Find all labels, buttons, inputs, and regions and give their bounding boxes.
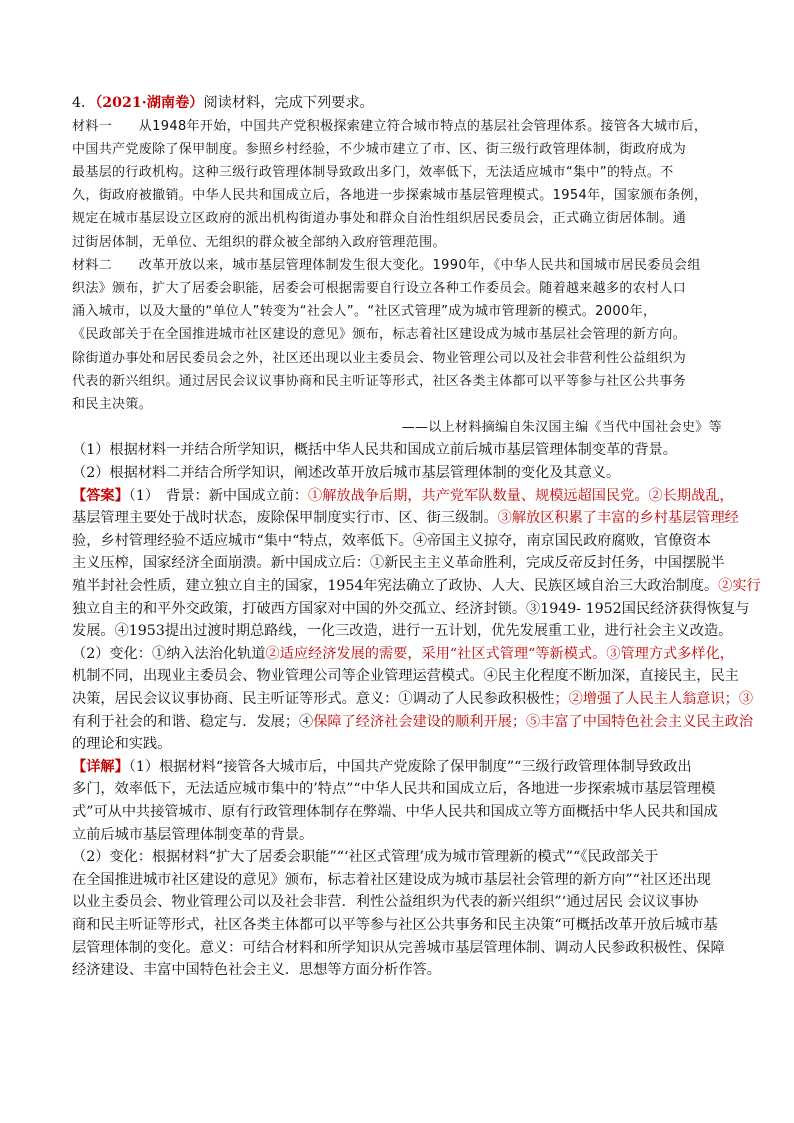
- answer-text: 发展。④1953提出过渡时期总路线，一化三改造，进行一五计划，优先发展重工业，进行社会主义改造。: [72, 623, 733, 640]
- detail-line: 式”可从中共接管城市、原有行政管理体制存在弊端、中华人民共和国成立等方面概括中华人民共和国成: [72, 803, 718, 820]
- answer-highlight-text: ②适应经济发展的需要，采用“社区式管理“等新模式。③管理方式多样化，: [265, 645, 734, 662]
- detail-line: 层管理体制的变化。意义：可结合材料和所学知识从完善城市基层管理体制、调动人民参政积极性、保障: [72, 939, 725, 956]
- detail-line: （2）变化：根据材料“扩大了居委会职能”“‘社区式管理’成为城市管理新的模式”“《民政部关于: [72, 849, 659, 866]
- answer-highlight-text: ；②增强了人民主人翁意识；③: [554, 690, 754, 707]
- answer-text: 殖半封社会性质，建立独立自主的国家，1954年宪法确立了政协、人大、民族区域自治三大政治制度。: [72, 578, 719, 594]
- sub-questions: [72, 439, 722, 484]
- material-line: 和民主决策。: [72, 397, 153, 413]
- detail-line: 商和民主听证等形式，社区各类主体都可以平等参与社区公共事务和民主决策“可概括改革开放后城市基: [72, 916, 718, 933]
- question-source-tag: （2021·湖南卷）: [95, 95, 204, 111]
- material-line: 过街居体制，无单位、无组织的群众被全部纳入政府管理范围。: [72, 234, 446, 250]
- question-number: 4．: [72, 95, 96, 111]
- answer-text: 机制不同，出现业主委员会、物业管理公司等企业管理运营模式。④民主化程度不断加深，直接民主，民主: [72, 668, 739, 685]
- answer-line: [72, 507, 739, 530]
- answer-highlight-text: ②实行: [718, 578, 761, 594]
- answer-line: [72, 711, 754, 734]
- material-line: 除街道办事处和居民委员会之外，社区还出现以业主委员会、物业管理公司以及社会非营利性公益组织为: [72, 350, 687, 366]
- detail-line: 以业主委员会、物业管理公司以及社会非营．利性公益组织为代表的新兴组织”‘通过居民 会议议事协: [72, 894, 699, 911]
- answer-line: [72, 552, 725, 575]
- answer-text: 基层管理主要处于战时状态，废除保甲制度实行市、区、街三级制。: [72, 510, 498, 527]
- answer-line: [72, 665, 739, 688]
- answer-text: 有利于社会的和谐、稳定与．发展；④: [72, 713, 314, 730]
- answer-line: [72, 575, 761, 598]
- answer-text: 决策，居民会议议事协商、民主听证等形式。意义：①调动了人民参政积极性: [72, 690, 555, 707]
- answer-text: 主义压榨，国家经济全面崩溃。新中国成立后：①新民主主义革命胜利，完成反帝反封任务，中国摆脱半: [72, 555, 725, 572]
- detail-line: 在全国推进城市社区建设的意见》颁布，标志着社区建设成为城市基层社会管理的新方向”“社区还出现: [72, 871, 711, 888]
- material-block: [72, 115, 722, 440]
- answer-highlight-text: 保障了经济社会建设的顺利开展；⑤丰富了中国特色社会主义民主政治: [313, 713, 754, 730]
- question-title: [72, 92, 722, 115]
- detail-line: 多门，效率低下，无法适应城市集中的’特点”“中华人民共和国成立后，各地进一步探索城市基层管理模: [72, 781, 716, 798]
- answer-highlight-text: ①解放战争后期，共产党军队数量、规模远超国民党。②长期战乱，: [308, 487, 734, 504]
- answer-text: 验，乡村管理经验不适应城市“集中“特点，效率低下。④帝国主义掠夺，南京国民政府腐败，官僚资本: [72, 532, 711, 549]
- exam-page: [72, 92, 761, 982]
- answer-text: （1） 背景：新中国成立前：: [128, 487, 309, 504]
- answer-line: [72, 598, 750, 621]
- material-line: 规定在城市基层设立区政府的派出机构街道办事处和群众自治性组织居民委员会，正式确立街居体制。通: [72, 211, 687, 227]
- material-line: 织法》颁布，扩大了居委会职能，居委会可根据需要自行设立各种工作委员会。随着越来越多的农村人口: [72, 281, 687, 297]
- material-line: 涌入城市，以及大量的“单位人”转变为“社会人”。“社区式管理”成为城市管理新的模式。2000年，: [72, 304, 657, 320]
- answer-line: [72, 620, 733, 643]
- sub-question-1: （1）根据材料一并结合所学知识，概括中华人民共和国成立前后城市基层管理体制变革的背景。: [72, 442, 677, 459]
- detail-line: 经济建设、丰富中国特色社会主义．思想等方面分析作答。: [72, 962, 441, 979]
- material-line: 材料二 改革开放以来，城市基层管理体制发生很大变化。1990年，《中华人民共和国城市居民委员会组: [72, 257, 701, 273]
- detail-tag: 【详解】: [72, 758, 129, 775]
- detail-line: 立前后城市基层管理体制变革的背景。: [72, 826, 314, 843]
- material-source: ——以上材料摘编自朱汉国主编《当代中国社会史》等: [401, 420, 722, 436]
- answer-line: [72, 530, 722, 553]
- material-line: 代表的新兴组织。通过居民会议议事协商和民主听证等形式，社区各类主体都可以平等参与社区公共事务: [72, 373, 687, 389]
- material-line: 久，街政府被撤销。中华人民共和国成立后，各地进一步探索城市基层管理模式。1954年，国家颁布条例，: [72, 188, 708, 204]
- sub-question-2: （2）根据材料二并结合所学知识，阐述改革开放后城市基层管理体制的变化及其意义。: [72, 465, 621, 482]
- answer-line: [72, 733, 722, 756]
- answer-line: [72, 643, 734, 666]
- answer-line: [72, 688, 754, 711]
- question-prompt: 阅读材料，完成下列要求。: [203, 95, 374, 111]
- answer-highlight-text: ③解放区积累了丰富的乡村基层管理经: [497, 510, 739, 527]
- material-line: 中国共产党废除了保甲制度。参照乡村经验，不少城市建立了市、区、街三级行政管理体制，街政府成为: [72, 141, 687, 157]
- answer-block: [72, 485, 761, 756]
- answer-text: 独立自主的和平外交政策，打破西方国家对中国的外交孤立、经济封锁。③1949- 1952国民经济获得恢复与: [72, 600, 750, 617]
- material-line: 最基层的行政机构。这种三级行政管理体制导致政出多门，效率低下，无法适应城市“集中”的特点。不: [72, 165, 674, 180]
- material-line: 材料一 从1948年开始，中国共产党积极探索建立符合城市特点的基层社会管理体系。接管各大城市后，: [72, 118, 708, 134]
- answer-tag: 【答案】: [72, 487, 129, 504]
- answer-text: 的理论和实践。: [72, 736, 172, 753]
- material-line: 《民政部关于在全国推进城市社区建设的意见》颁布，标志着社区建设成为城市基层社会管理的新方向。: [72, 327, 687, 343]
- detail-block: [72, 756, 725, 982]
- detail-line: [72, 756, 722, 779]
- detail-text: （1）根据材料“接管各大城市后，中国共产党废除了保甲制度”“三级行政管理体制导致政出: [128, 758, 692, 775]
- answer-line: [72, 485, 734, 508]
- answer-text: （2）变化：①纳入法治化轨道: [72, 645, 266, 662]
